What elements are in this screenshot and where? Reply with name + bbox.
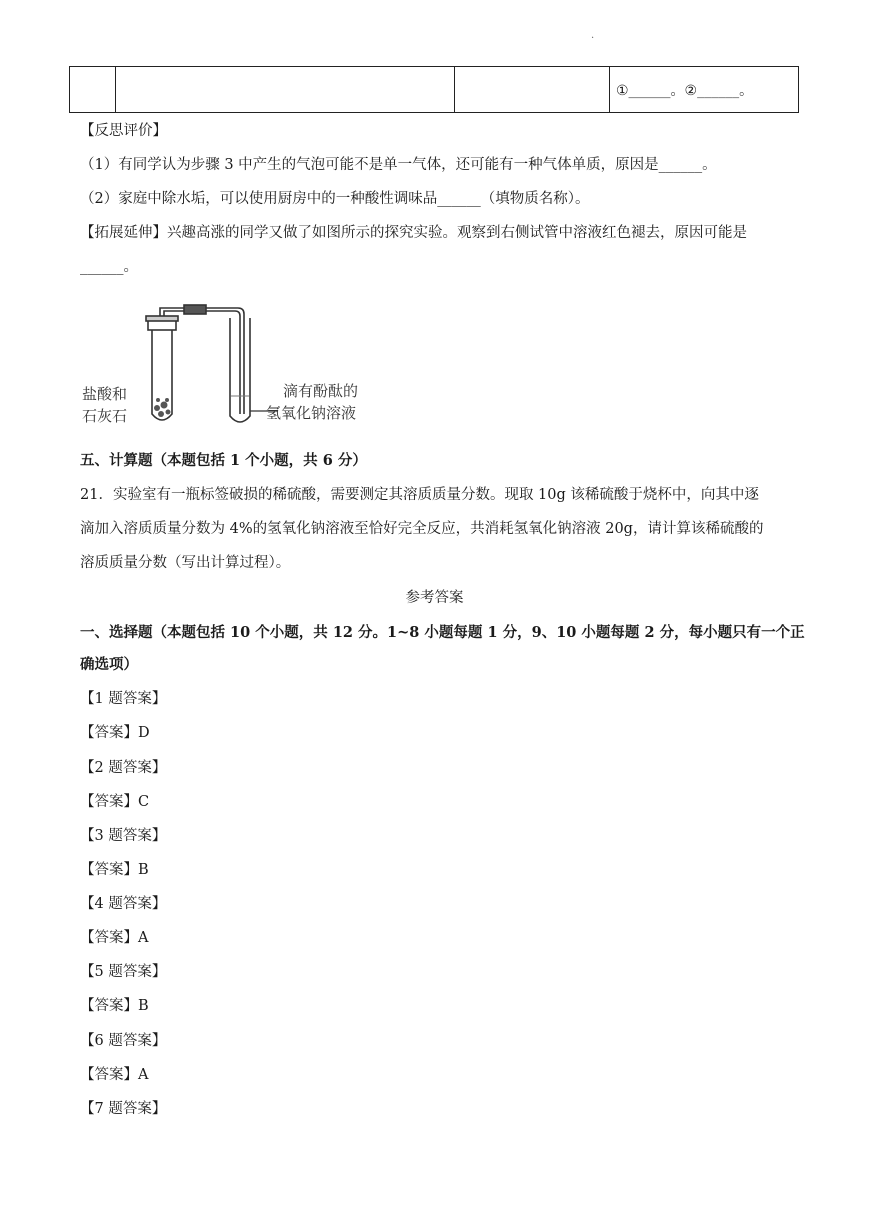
answer-7-question: 【7 题答案】 <box>80 1101 167 1117</box>
answer-6-value: 【答案】A <box>80 1067 149 1083</box>
table-cell-1 <box>70 67 116 113</box>
question-21-line-1: 21．实验室有一瓶标签破损的稀硫酸，需要测定其溶质质量分数。现取 10g 该稀硫酸于烧杯中，向其中逐 <box>80 487 759 503</box>
experiment-apparatus-figure <box>78 296 378 431</box>
answers-heading: 参考答案 <box>405 590 464 606</box>
answers-section-1-line-1: 一、选择题（本题包括 10 个小题，共 12 分。1~8 小题每题 1 分，9、10 小题每题 2 分，每小题只有一个正 <box>80 624 805 641</box>
question-21-line-3: 溶质质量分数（写出计算过程）。 <box>80 555 291 571</box>
answer-6-question: 【6 题答案】 <box>80 1033 167 1049</box>
left-label-2: 石灰石 <box>82 407 128 425</box>
extension-line-2: ______。 <box>80 259 138 275</box>
answers-section-1-line-2: 确选项） <box>80 656 138 673</box>
answer-3-value: 【答案】B <box>80 862 149 878</box>
reflection-title: 【反思评价】 <box>80 123 167 139</box>
right-label-1: 滴有酚酞的 <box>283 382 359 400</box>
question-21-line-2: 滴加入溶质质量分数为 4%的氢氧化钠溶液至恰好完全反应，共消耗氢氧化钠溶液 20g，请计算该稀硫酸的 <box>80 521 764 537</box>
extension-line-1: 【拓展延伸】兴趣高涨的同学又做了如图所示的探究实验。观察到右侧试管中溶液红色褪去，原因可能是 <box>80 225 747 241</box>
answer-4-question: 【4 题答案】 <box>80 896 167 912</box>
header-dot: . <box>591 30 595 41</box>
left-label-1: 盐酸和 <box>82 385 128 403</box>
table-cell-4: ①______。②______。 <box>610 67 799 113</box>
reflection-q2: （2）家庭中除水垢，可以使用厨房中的一种酸性调味品______（填物质名称）。 <box>80 191 590 207</box>
experiment-table-row <box>69 66 799 113</box>
right-label-2: 氢氧化钠溶液 <box>266 404 357 422</box>
reflection-q1: （1）有同学认为步骤 3 中产生的气泡可能不是单一气体，还可能有一种气体单质，原因是______。 <box>80 157 717 173</box>
answer-3-question: 【3 题答案】 <box>80 828 167 844</box>
answer-2-question: 【2 题答案】 <box>80 760 167 776</box>
answer-2-value: 【答案】C <box>80 794 150 810</box>
table-cell-2 <box>116 67 455 113</box>
table-row <box>70 67 799 113</box>
answer-1-value: 【答案】D <box>80 725 150 741</box>
table-cell-3 <box>455 67 610 113</box>
answer-4-value: 【答案】A <box>80 930 149 946</box>
answer-5-question: 【5 题答案】 <box>80 964 167 980</box>
apparatus-drawing <box>78 296 378 431</box>
answer-5-value: 【答案】B <box>80 998 149 1014</box>
section-5-title: 五、计算题（本题包括 1 个小题，共 6 分） <box>80 452 367 469</box>
answer-1-question: 【1 题答案】 <box>80 691 167 707</box>
